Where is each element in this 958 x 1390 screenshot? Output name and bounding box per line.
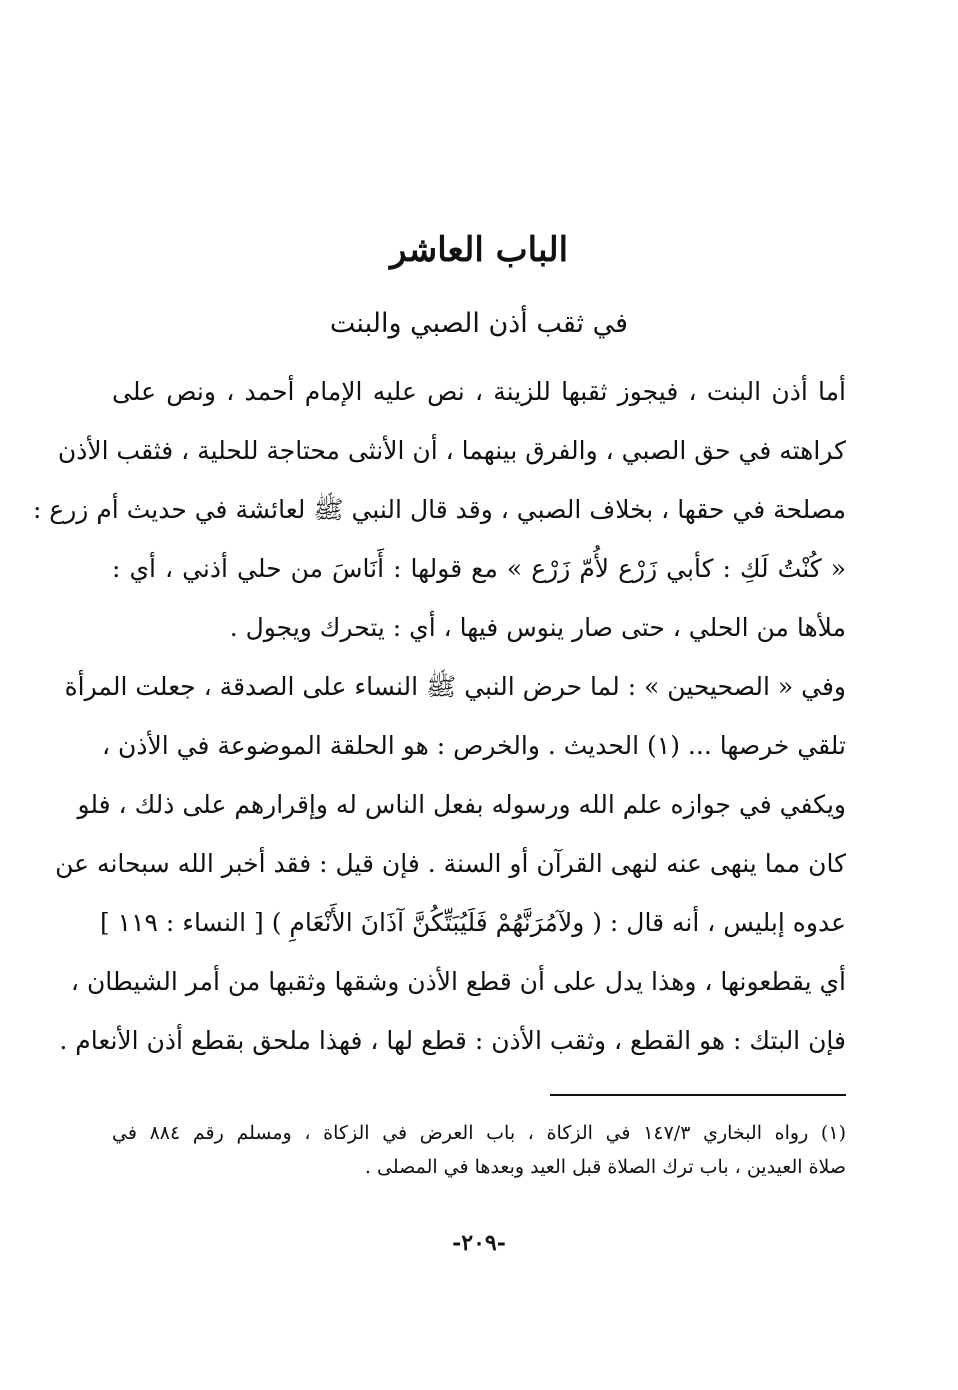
chapter-subtitle: في ثقب أذن الصبي والبنت <box>329 308 629 339</box>
body-line: ويكفي في جوازه علم الله ورسوله بفعل الناس له وإقرارهم على ذلك ، فلو <box>77 790 846 819</box>
body-line: « كُنْتُ لَكِ : كأبي زَرْع لأُمّ زَرْع » مع قولها : أَنَاسَ من حلي أذني ، أي : <box>112 554 846 583</box>
body-line: أما أذن البنت ، فيجوز ثقبها للزينة ، نص عليه الإمام أحمد ، ونص على <box>112 377 846 406</box>
footnote-line: (١) رواه البخاري ١٤٧/٣ في الزكاة ، باب العرض في الزكاة ، ومسلم رقم ٨٨٤ في <box>112 1122 846 1144</box>
body-line: كراهته في حق الصبي ، والفرق بينهما ، أن الأنثى محتاجة للحلية ، فثقب الأذن <box>57 436 846 465</box>
footnotes <box>112 1116 846 1184</box>
body-line: أي يقطعونها ، وهذا يدل على أن قطع الأذن وشقها وثقبها من أمر الشيطان ، <box>70 967 846 996</box>
page-number: -٢٠٩- <box>452 1230 506 1256</box>
body-line: تلقي خرصها ... (١) الحديث . والخرص : هو الحلقة الموضوعة في الأذن ، <box>101 731 846 760</box>
body-line: عدوه إبليس ، أنه قال : ( ولآمُرَنَّهُمْ فَلَيُبَتِّكُنَّ آذَانَ الأَنْعَامِ ) [ النساء : ١١٩ ] <box>99 908 846 937</box>
body-line: كان مما ينهى عنه لنهى القرآن أو السنة . فإن قيل : فقد أخبر الله سبحانه عن <box>55 849 846 878</box>
body-line: فإن البتك : هو القطع ، وثقب الأذن : قطع لها ، فهذا ملحق بقطع أذن الأنعام . <box>59 1026 846 1055</box>
footnote-separator <box>550 1094 846 1096</box>
footnote-line: صلاة العيدين ، باب ترك الصلاة قبل العيد وبعدها في المصلى . <box>364 1156 846 1178</box>
body-text <box>32 362 846 1070</box>
chapter-title: الباب العاشر <box>389 230 569 270</box>
body-line: ملأها من الحلي ، حتى صار ينوس فيها ، أي : يتحرك ويجول . <box>229 613 846 642</box>
body-line: مصلحة في حقها ، بخلاف الصبي ، وقد قال النبي ﷺ لعائشة في حديث أم زرع : <box>32 495 846 524</box>
body-line: وفي « الصحيحين » : لما حرض النبي ﷺ النساء على الصدقة ، جعلت المرأة <box>64 672 846 701</box>
